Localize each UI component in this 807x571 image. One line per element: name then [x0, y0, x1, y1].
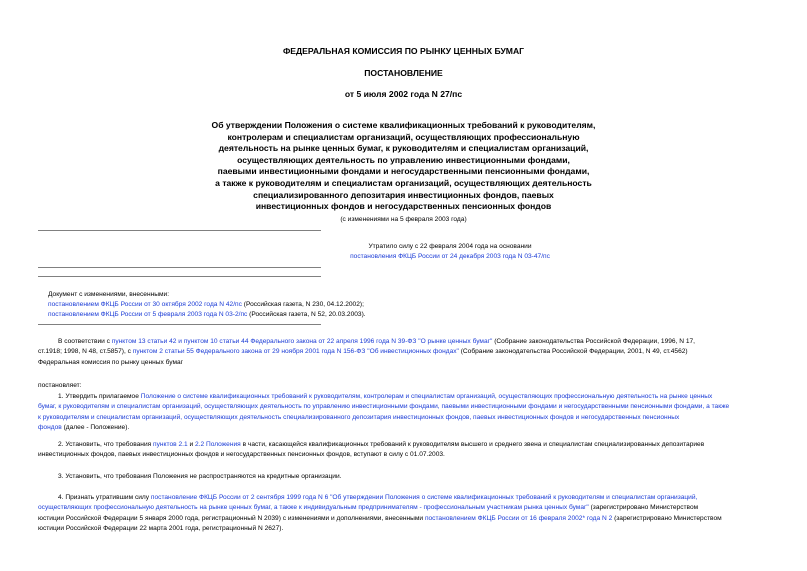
divider: [38, 267, 321, 268]
void-basis-link[interactable]: постановления ФКЦБ России от 24 декабря 2003 года N 03-47/пс: [350, 253, 550, 260]
resolves-label: постановляет:: [38, 382, 82, 389]
clause-link[interactable]: 2.2 Положения: [194, 441, 241, 448]
doc-type: ПОСТАНОВЛЕНИЕ: [364, 68, 443, 78]
preamble-paragraph: В соответствии с пунктом 13 статьи 42 и пунктом 10 статьи 44 Федерального закона от 22 апреля 1996 года N 39-ФЗ "О рынке ценных бумаг" (Собрание законодательства Российской Федерации, 1996, N 17, ст.1918; 1998, N 48, ст.5857), с пунктом 2 статьи 55 Федерального закона от 29 ноября 2001 года N 156-ФЗ "Об инвестиционных фондах" (Собрание законодательства Российской Федерации, 2001, N 49, ст.4562) Федеральная комиссия по рынку ценных бумаг: [38, 338, 695, 366]
divider: [38, 230, 321, 231]
void-notice: Утратило силу с 22 февраля 2004 года на основании постановления ФКЦБ России от 24 декабря 2003 года N 03-47/пс: [300, 242, 600, 262]
amendment-note: (с изменениями на 5 февраля 2003 года): [340, 216, 467, 223]
item-2: 2. Установить, что требования пунктов 2.1 и 2.2 Положения в части, касающейся квалификационных требований к руководителям высшего и среднего звена и специалистам специализированных депозитариев инвестиционных фондов, паевых инвестиционных фондов и негосударственных пенсионных фондов, вступают в силу с 01.07.2003.: [38, 441, 705, 459]
regulation-link[interactable]: бумаг, к руководителям и специалистам организаций, осуществляющих деятельность по управлению инвестиционными фондами, паевыми инвестиционными фондами и негосударственными пенсионными фондами, а также: [38, 403, 730, 411]
change-link-1[interactable]: постановлением ФКЦБ России от 30 октября 2002 года N 42/пс: [48, 301, 242, 308]
regulation-link[interactable]: к руководителям и специалистам организаций, осуществляющих деятельность специализированного депозитария инвестиционных фондов, паевых инвестиционных фондов и негосударственных пенсионных: [38, 413, 680, 421]
regulation-link[interactable]: Положение о системе квалификационных требований к руководителям, контролерам и специалистам организаций, осуществляющих профессиональную деятельность на рынке ценных: [140, 393, 713, 400]
amendment-link[interactable]: постановлением ФКЦБ России от 16 февраля 2002* года N 2: [424, 514, 613, 522]
item-3: 3. Установить, что требования Положения не распространяются на кредитные организации.: [58, 473, 342, 480]
clause-link[interactable]: пунктов 2.1: [153, 441, 188, 448]
change-link-2[interactable]: постановлением ФКЦБ России от 5 февраля 2003 года N 03-2/пс: [48, 311, 248, 318]
item-4: 4. Признать утратившим силу постановление ФКЦБ России от 2 сентября 1999 года N 6 "Об утверждении Положения о системе квалификационных требований к руководителям и специалистам организаций, осуществляющих профессиональную деятельность на рынке ценных бумаг, а также к индивидуальным предпринимателям - профессиональным участникам рынка ценных бумаг" (зарегистрировано Министерством юстиции Российской Федерации 5 января 2000 года, регистрационный N 2039) с изменениями и дополнениями, внесенными постановлением ФКЦБ России от 16 февраля 2002* года N 2 (зарегистрировано Министерством юстиции Российской Федерации 22 марта 2001 года, регистрационный N 2627).: [38, 494, 722, 532]
repealed-doc-link[interactable]: осуществляющих профессиональную деятельность на рынке ценных бумаг, а также к индивидуальным предпринимателям - профессиональным участникам рынка ценных бумаг": [38, 504, 589, 512]
regulation-link[interactable]: фондов: [38, 423, 62, 431]
repealed-doc-link[interactable]: постановление ФКЦБ России от 2 сентября 1999 года N 6 "Об утверждении Положения о системе квалификационных требований к руководителям и специалистам организаций,: [150, 494, 698, 501]
item-1: 1. Утвердить прилагаемое Положение о системе квалификационных требований к руководителям, контролерам и специалистам организаций, осуществляющих профессиональную деятельность на рынке ценных бумаг, к руководителям и специалистам организаций, осуществляющих деятельность по управлению инвестиционными фондами, паевыми инвестиционными фондами и негосударственными пенсионными фондами, а также к руководителям и специалистам организаций, осуществляющих деятельность специализированного депозитария инвестиционных фондов, паевых инвестиционных фондов и негосударственных пенсионных фондов (далее - Положение).: [38, 392, 768, 433]
divider: [38, 324, 321, 325]
changes-block: Документ с изменениями, внесенными: постановлением ФКЦБ России от 30 октября 2002 года N 42/пс (Российская газета, N 230, 04.12.2002); постановлением ФКЦБ России от 5 февраля 2003 года N 03-2/пс (Российская газета, N 52, 20.03.2003).: [48, 291, 366, 318]
issuer-title: ФЕДЕРАЛЬНАЯ КОМИССИЯ ПО РЫНКУ ЦЕННЫХ БУМАГ: [282, 46, 525, 56]
law-link[interactable]: пунктом 2 статьи 55 Федерального закона от 29 ноября 2001 года N 156-ФЗ "Об инвестиционных фондах": [132, 348, 459, 356]
document-subject: Об утверждении Положения о системе квалификационных требований к руководителям, контролерам и специалистам организаций, осуществляющих профессиональную деятельность на рынке ценных бумаг, к руководителям и специалистам организаций, осуществляющих деятельность по управлению инвестиционными фондами, паевыми инвестиционными фондами и негосударственными пенсионными фондами, а также к руководителям и специалистам организаций, осуществляющих деятельность специализированного депозитария инвестиционных фондов, паевых инвестиционных фондов и негосударственных пенсионных фондов: [211, 120, 596, 212]
doc-date: от 5 июля 2002 года N 27/пс: [344, 89, 463, 99]
law-link[interactable]: пунктом 13 статьи 42 и пунктом 10 статьи 44 Федерального закона от 22 апреля 1996 года N 39-ФЗ "О рынке ценных бумаг": [111, 338, 493, 345]
divider: [38, 276, 321, 277]
